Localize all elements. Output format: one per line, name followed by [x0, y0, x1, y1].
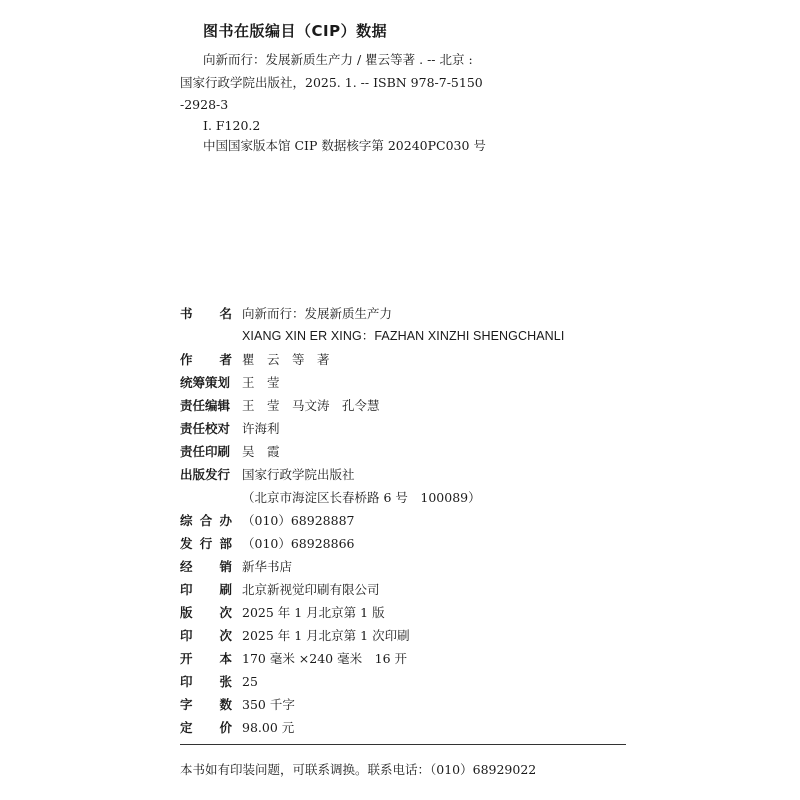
info-label: 经 销 [180, 559, 232, 574]
info-label: 印 张 [180, 674, 232, 689]
copyright-info-table [180, 302, 630, 739]
info-value: 吴 霞 [242, 444, 280, 459]
info-value: 王 莹 [242, 375, 280, 390]
info-row [180, 716, 630, 739]
info-value: XIANG XIN ER XING：FAZHAN XINZHI SHENGCHANLI [242, 329, 565, 343]
info-label: 书 名 [180, 306, 232, 321]
info-value: 98.00 元 [242, 720, 295, 735]
info-label: 定 价 [180, 720, 232, 735]
info-label: 作 者 [180, 352, 232, 367]
cip-line-5: 中国国家版本馆 CIP 数据核字第 20240PC030 号 [203, 138, 486, 153]
info-label: 责 任 编 辑 [180, 398, 231, 413]
info-row [180, 601, 630, 624]
info-row [180, 417, 630, 440]
info-label: 印 刷 [180, 582, 232, 597]
cip-title: 图书在版编目（CIP）数据 [203, 22, 388, 40]
info-row [180, 394, 630, 417]
info-row [180, 371, 630, 394]
info-value: 新华书店 [242, 559, 293, 574]
info-value: 王 莹 马文涛 孔令慧 [242, 398, 380, 413]
info-row [180, 325, 630, 348]
info-value: 向新而行：发展新质生产力 [242, 306, 393, 321]
info-label: 出 版 发 行 [180, 467, 231, 482]
info-value: （010）68928866 [242, 536, 355, 551]
info-label: 统 筹 策 划 [180, 375, 231, 390]
cip-line-1: 向新而行：发展新质生产力 / 瞿云等著 . -- 北京 : [203, 52, 473, 67]
info-value: （010）68928887 [242, 513, 355, 528]
info-value: 北京新视觉印刷有限公司 [242, 582, 380, 597]
cip-line-4: Ⅰ. F120.2 [203, 118, 261, 133]
info-row [180, 509, 630, 532]
info-value: 2025 年 1 月北京第 1 版 [242, 605, 385, 620]
info-row [180, 624, 630, 647]
info-label: 责 任 校 对 [180, 421, 231, 436]
info-row [180, 693, 630, 716]
info-row [180, 532, 630, 555]
info-row [180, 463, 630, 486]
info-row [180, 302, 630, 325]
info-value: 25 [242, 674, 258, 689]
info-label: 印 次 [180, 628, 232, 643]
info-label: 开 本 [180, 651, 232, 666]
info-value: 国家行政学院出版社 [242, 467, 355, 482]
info-value: 瞿 云 等 著 [242, 352, 330, 367]
info-label: 字 数 [180, 697, 232, 712]
info-row [180, 578, 630, 601]
info-value: 170 毫米 ×240 毫米 16 开 [242, 651, 407, 666]
cip-line-2: 国家行政学院出版社，2025. 1. -- ISBN 978-7-5150 [180, 75, 483, 90]
info-value: 许海利 [242, 421, 280, 436]
cip-line-3: -2928-3 [180, 97, 229, 112]
info-row [180, 486, 630, 509]
footer-note: 本书如有印装问题，可联系调换。联系电话：（010）68929022 [180, 762, 537, 777]
info-label: 发 行 部 [180, 536, 232, 551]
info-row [180, 670, 630, 693]
info-value: （北京市海淀区长春桥路 6 号 100089） [242, 490, 481, 505]
info-row [180, 348, 630, 371]
info-row [180, 555, 630, 578]
info-row [180, 440, 630, 463]
info-label: 责 任 印 刷 [180, 444, 231, 459]
info-value: 2025 年 1 月北京第 1 次印刷 [242, 628, 410, 643]
info-label: 版 次 [180, 605, 232, 620]
info-value: 350 千字 [242, 697, 295, 712]
info-row [180, 647, 630, 670]
footer-divider [180, 744, 626, 745]
info-label: 综 合 办 [180, 513, 232, 528]
